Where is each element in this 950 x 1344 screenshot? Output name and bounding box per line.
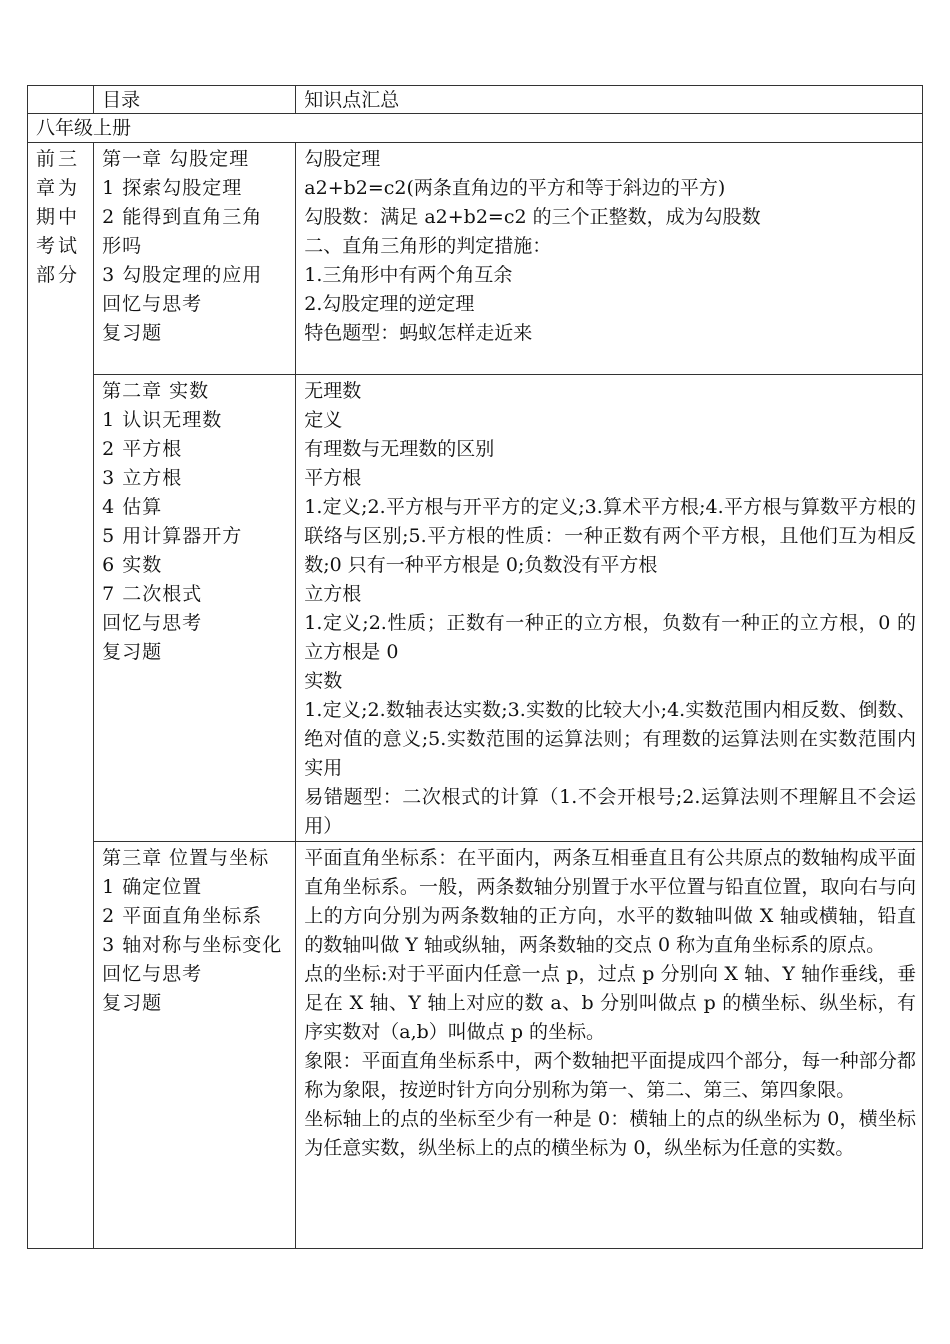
note-line: 特色题型：蚂蚁怎样走近来 (304, 322, 533, 344)
toc-item: 复习题 (102, 992, 163, 1014)
note-paragraph: 1.定义;2.性质；正数有一种正的立方根，负数有一种正的立方根，0 的立方根是 0 (304, 612, 916, 663)
note-line: a2+b2=c2(两条直角边的平方和等于斜边的平方) (304, 177, 726, 199)
toc-item: 2 能得到直角三角 (102, 206, 263, 228)
chapter-3-toc (94, 842, 296, 1249)
note-line: 立方根 (304, 583, 362, 605)
header-notes-label: 知识点汇总 (304, 89, 400, 111)
toc-item: 4 估算 (102, 496, 163, 518)
toc-item: 回忆与思考 (102, 963, 203, 985)
toc-item: 回忆与思考 (102, 293, 203, 315)
section-row (28, 114, 923, 143)
note-paragraph: 平面直角坐标系：在平面内，两条互相垂直且有公共原点的数轴构成平面直角坐标系。一般，两条数轴分别置于水平位置与铅直位置，取向右与向上的方向分别为两条数轴的正方向，水平的数轴叫做 X 轴或横轴，铅直的数轴叫做 Y 轴或纵轴，两条数轴的交点 0 称为直角坐标系的原点。 (304, 847, 916, 956)
note-line: 勾股数：满足 a2+b2=c2 的三个正整数，成为勾股数 (304, 206, 761, 228)
note-paragraph: 坐标轴上的点的坐标至少有一种是 0：横轴上的点的纵坐标为 0，横坐标为任意实数，纵坐标上的点的横坐标为 0，纵坐标为任意的实数。 (304, 1108, 916, 1159)
note-line: 1.三角形中有两个角互余 (304, 264, 513, 286)
note-paragraph: 点的坐标:对于平面内任意一点 p，过点 p 分别向 X 轴、Y 轴作垂线，垂足在 X 轴、Y 轴上对应的数 a、b 分别叫做点 p 的横坐标、纵坐标，有序实数对（a,b）叫做点 p 的坐标。 (304, 963, 916, 1043)
note-paragraph: 象限：平面直角坐标系中，两个数轴把平面提成四个部分，每一种部分都称为象限，按逆时针方向分别称为第一、第二、第三、第四象限。 (304, 1050, 916, 1101)
toc-item: 复习题 (102, 641, 163, 663)
toc-item: 3 勾股定理的应用 (102, 264, 263, 286)
toc-item: 第二章 实数 (102, 380, 210, 402)
section-cell (28, 114, 923, 143)
toc-item: 1 认识无理数 (102, 409, 223, 431)
note-line: 2.勾股定理的逆定理 (304, 293, 475, 315)
chapter-row-3 (28, 842, 923, 1249)
chapter-1-toc (94, 143, 296, 375)
note-paragraph: 易错题型：二次根式的计算（1.不会开根号;2.运算法则不理解且不会运用） (304, 786, 916, 837)
chapter-row-1 (28, 143, 923, 375)
knowledge-table (27, 85, 923, 1249)
toc-item: 2 平面直角坐标系 (102, 905, 263, 927)
section-title: 八年级上册 (36, 117, 132, 139)
toc-item: 1 确定位置 (102, 876, 203, 898)
toc-item: 2 平方根 (102, 438, 183, 460)
note-line: 有理数与无理数的区别 (304, 438, 495, 460)
header-toc-label: 目录 (102, 89, 141, 111)
note-line: 定义 (304, 409, 343, 431)
note-line: 平方根 (304, 467, 362, 489)
toc-item: 形吗 (102, 235, 143, 257)
chapter-1-notes (296, 143, 923, 375)
header-col-notes (296, 86, 923, 114)
toc-item: 第一章 勾股定理 (102, 148, 250, 170)
toc-item: 第三章 位置与坐标 (102, 847, 270, 869)
note-line: 实数 (304, 670, 343, 692)
toc-item: 3 轴对称与坐标变化 (102, 934, 283, 956)
header-col-blank (28, 86, 94, 114)
toc-item: 复习题 (102, 322, 163, 344)
toc-item: 5 用计算器开方 (102, 525, 243, 547)
chapter-2-toc (94, 375, 296, 842)
side-label-cell (28, 143, 94, 1249)
side-label: 前三 章为 期中 考试 部分 (36, 148, 81, 286)
toc-item: 1 探索勾股定理 (102, 177, 243, 199)
toc-item: 3 立方根 (102, 467, 183, 489)
chapter-2-notes (296, 375, 923, 842)
toc-item: 回忆与思考 (102, 612, 203, 634)
note-line: 二、直角三角形的判定措施： (304, 235, 552, 257)
note-line: 无理数 (304, 380, 362, 402)
chapter-3-notes (296, 842, 923, 1249)
note-paragraph: 1.定义;2.平方根与开平方的定义;3.算术平方根;4.平方根与算数平方根的联络与区别;5.平方根的性质：一种正数有两个平方根，且他们互为相反数;0 只有一种平方根是 0;负数没有平方根 (304, 496, 916, 576)
toc-item: 6 实数 (102, 554, 163, 576)
header-row (28, 86, 923, 114)
note-line: 勾股定理 (304, 148, 381, 170)
note-paragraph: 1.定义;2.数轴表达实数;3.实数的比较大小;4.实数范围内相反数、倒数、绝对值的意义;5.实数范围的运算法则；有理数的运算法则在实数范围内实用 (304, 699, 916, 779)
chapter-row-2 (28, 375, 923, 842)
header-col-toc (94, 86, 296, 114)
toc-item: 7 二次根式 (102, 583, 203, 605)
